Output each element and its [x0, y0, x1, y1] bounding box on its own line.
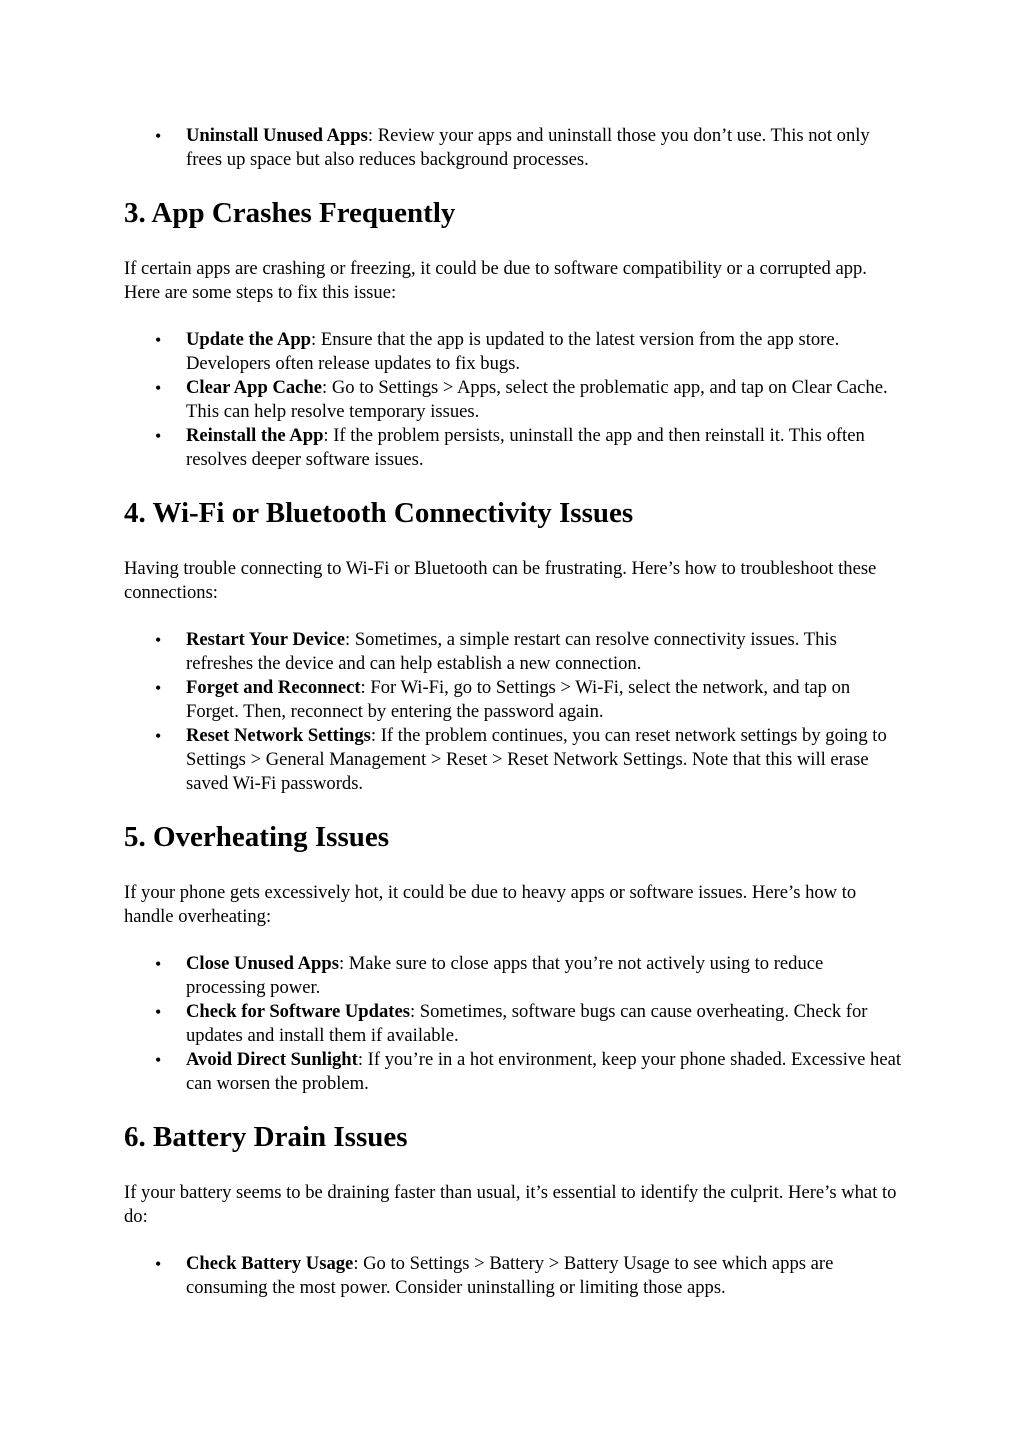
- item-term: Check for Software Updates: [186, 1001, 410, 1022]
- section-intro: Having trouble connecting to Wi-Fi or Bluetooth can be frustrating. Here’s how to troubleshoot these connections:: [124, 558, 877, 603]
- section-heading-overheating: 5. Overheating Issues: [124, 821, 390, 853]
- list-item: [186, 1000, 902, 1048]
- item-term: Avoid Direct Sunlight: [186, 1049, 358, 1070]
- list-item: [186, 328, 902, 376]
- list-item: [186, 1048, 902, 1096]
- item-term: Close Unused Apps: [186, 953, 339, 974]
- item-text: : If the problem persists, uninstall the app and then reinstall it. This often resolves deeper software issues.: [186, 425, 865, 470]
- list-item: [186, 724, 902, 796]
- list-item: [186, 952, 902, 1000]
- section-intro: If certain apps are crashing or freezing, it could be due to software compatibility or a corrupted app. Here are some steps to fix this issue:: [124, 258, 867, 303]
- list-item: [186, 1252, 902, 1300]
- item-term: Clear App Cache: [186, 377, 323, 398]
- bullet-list-overheating: [124, 952, 902, 1096]
- section-intro: If your battery seems to be draining faster than usual, it’s essential to identify the culprit. Here’s what to do:: [124, 1182, 897, 1227]
- item-text: : Go to Settings > Battery > Battery Usage to see which apps are consuming the most power. Consider uninstalling or limiting those apps.: [186, 1253, 834, 1298]
- bullet-list-battery-drain: [124, 1252, 902, 1300]
- item-term: Check Battery Usage: [186, 1253, 354, 1274]
- item-term: Reinstall the App: [186, 425, 324, 446]
- item-term: Update the App: [186, 329, 312, 350]
- list-item: [186, 676, 902, 724]
- item-text: : Review your apps and uninstall those you don’t use. This not only frees up space but also reduces background processes.: [186, 125, 870, 170]
- item-term: Forget and Reconnect: [186, 677, 361, 698]
- bullet-list-app-crashes: [124, 328, 902, 472]
- item-term: Reset Network Settings: [186, 725, 371, 746]
- item-text: : Sometimes, a simple restart can resolve connectivity issues. This refreshes the device and can help establish a new connection.: [186, 629, 837, 674]
- item-text: : Ensure that the app is updated to the latest version from the app store. Developers often release updates to fix bugs.: [186, 329, 840, 374]
- list-item: [186, 628, 902, 676]
- item-text: : Go to Settings > Apps, select the problematic app, and tap on Clear Cache. This can help resolve temporary issues.: [186, 377, 888, 422]
- item-text: : If you’re in a hot environment, keep your phone shaded. Excessive heat can worsen the problem.: [186, 1049, 902, 1094]
- item-text: : For Wi-Fi, go to Settings > Wi-Fi, select the network, and tap on Forget. Then, reconnect by entering the password again.: [186, 677, 851, 722]
- list-item: [186, 124, 902, 172]
- item-term: Restart Your Device: [186, 629, 346, 650]
- item-text: : Make sure to close apps that you’re not actively using to reduce processing power.: [186, 953, 824, 998]
- list-item: [186, 376, 902, 424]
- item-text: : Sometimes, software bugs can cause overheating. Check for updates and install them if available.: [186, 1001, 868, 1046]
- item-text: : If the problem continues, you can reset network settings by going to Settings > General Management > Reset > Reset Network Settings. Note that this will erase saved Wi-Fi passwords.: [186, 725, 887, 794]
- section-heading-app-crashes: 3. App Crashes Frequently: [124, 197, 456, 229]
- item-term: Uninstall Unused Apps: [186, 125, 368, 146]
- section-heading-connectivity: 4. Wi-Fi or Bluetooth Connectivity Issues: [124, 497, 634, 529]
- list-item: [186, 424, 902, 472]
- bullet-list-intro: [124, 124, 902, 172]
- bullet-list-connectivity: [124, 628, 902, 796]
- section-intro: If your phone gets excessively hot, it could be due to heavy apps or software issues. Here’s how to handle overheating:: [124, 882, 857, 927]
- section-heading-battery-drain: 6. Battery Drain Issues: [124, 1121, 408, 1153]
